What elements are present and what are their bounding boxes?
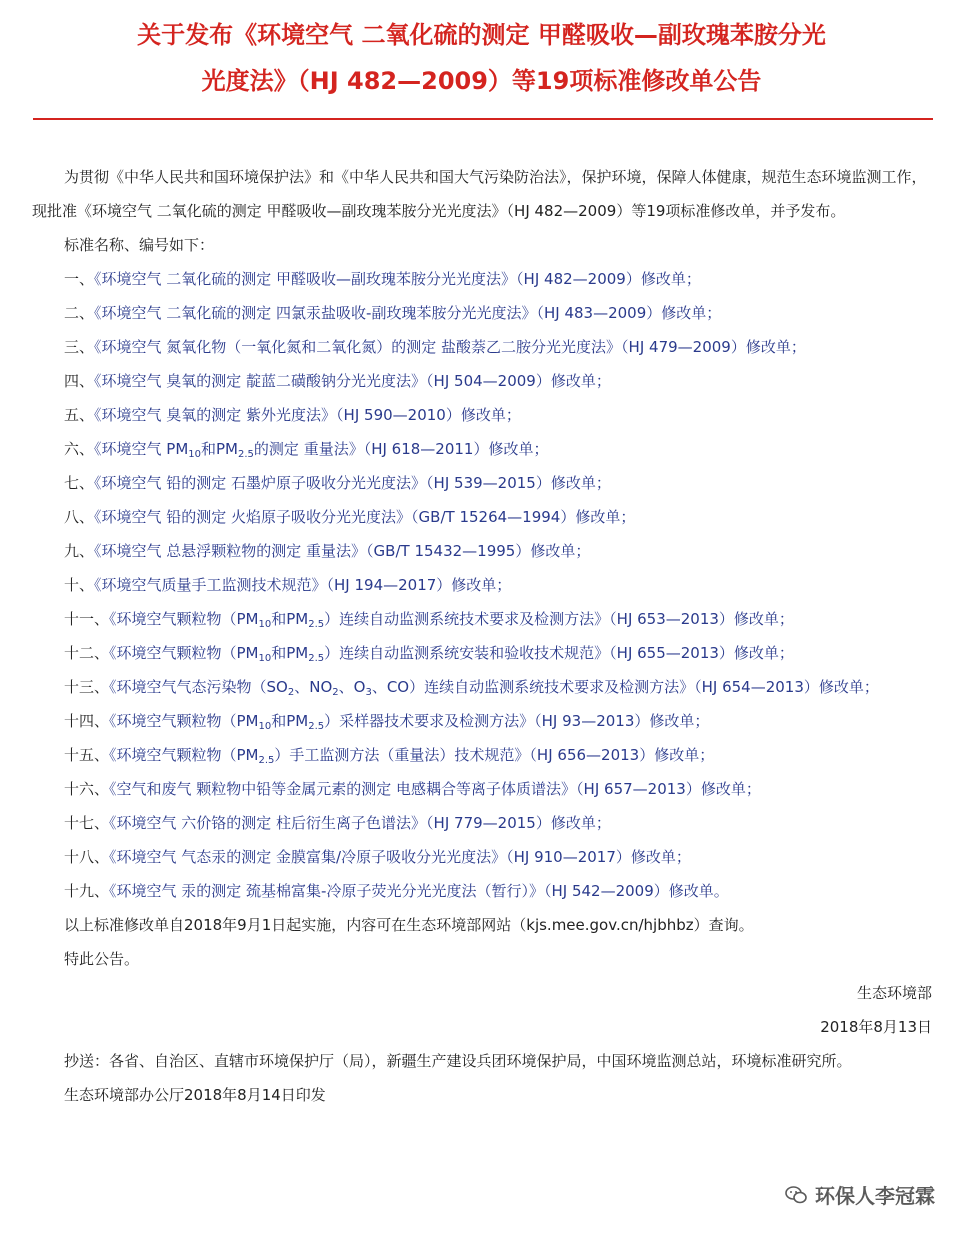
standard-link[interactable]: 《环境空气颗粒物（$PM_{10}$和$PM_{2.5}$）采样器技术要求及检测方法》（HJ 93—2013）修改单； — [109, 712, 710, 732]
list-item: 十七、《环境空气 六价铬的测定 柱后衍生离子色谱法》（HJ 779—2015）修改单； — [64, 814, 611, 832]
issuer: 生态环境部 — [856, 984, 932, 1002]
list-item: 四、《环境空气 臭氧的测定 靛蓝二磺酸钠分光光度法》（HJ 504—2009）修改单； — [64, 372, 611, 390]
list-item: 十八、《环境空气 气态汞的测定 金膜富集/冷原子吸收分光光度法》（HJ 910—2017）修改单； — [64, 848, 691, 866]
standard-link[interactable]: 《环境空气颗粒物$(PM_{2.5})$手工监测方法（重量法）技术规范》（HJ 656—2013）修改单； — [109, 746, 715, 766]
list-item: 三、《环境空气 氮氧化物（一氧化氮和二氧化氮）的测定 盐酸萘乙二胺分光光度法》（HJ 479—2009）修改单； — [64, 338, 806, 356]
list-item: 七、《环境空气 铅的测定 石墨炉原子吸收分光光度法》（HJ 539—2015）修改单； — [64, 474, 611, 492]
standard-link[interactable]: 《环境空气 二氧化硫的测定 四氯汞盐吸收-副玫瑰苯胺分光光度法》（HJ 483—2009）修改单； — [94, 304, 722, 322]
list-item: 十六、《空气和废气 颗粒物中铅等金属元素的测定 电感耦合等离子体质谱法》（HJ 657—2013）修改单； — [64, 780, 761, 798]
list-item: 一、《环境空气 二氧化硫的测定 甲醛吸收—副玫瑰苯胺分光光度法》（HJ 482—2009）修改单； — [64, 270, 701, 288]
standard-link[interactable]: 《环境空气颗粒物（$PM_{10}$和$PM_{2.5}$）连续自动监测系统技术要求及检测方法》（HJ 653—2013）修改单； — [109, 610, 794, 630]
title-line-1: 关于发布《环境空气 二氧化硫的测定 甲醛吸收—副玫瑰苯胺分光 — [137, 21, 826, 49]
standard-link[interactable]: 《环境空气质量手工监测技术规范》（HJ 194—2017）修改单； — [94, 576, 512, 594]
list-item: 五、《环境空气 臭氧的测定 紫外光度法》（HJ 590—2010）修改单； — [64, 406, 521, 424]
effective-date-text: 以上标准修改单自2018年9月1日起实施，内容可在生态环境部网站（kjs.mee.gov.cn/hjbhbz）查询。 — [64, 916, 754, 934]
issue-date: 2018年8月13日 — [820, 1018, 932, 1036]
title-line-2: 光度法》（HJ 482—2009）等19项标准修改单公告 — [201, 67, 762, 95]
list-item: 八、《环境空气 铅的测定 火焰原子吸收分光光度法》（GB/T 15264—1994）修改单； — [64, 508, 636, 526]
list-item: 十四、《环境空气颗粒物（$PM_{10}$和$PM_{2.5}$）采样器技术要求及检测方法》（HJ 93—2013）修改单； — [64, 712, 710, 732]
standard-link[interactable]: 《环境空气 汞的测定 巯基棉富集-冷原子荧光分光光度法（暂行）》（HJ 542—2009）修改单。 — [109, 882, 729, 900]
title-divider — [33, 118, 933, 120]
list-item: 二、《环境空气 二氧化硫的测定 四氯汞盐吸收-副玫瑰苯胺分光光度法》（HJ 483—2009）修改单； — [64, 304, 722, 322]
list-heading: 标准名称、编号如下： — [64, 236, 215, 254]
standard-link[interactable]: 《环境空气 气态汞的测定 金膜富集/冷原子吸收分光光度法》（HJ 910—2017）修改单； — [109, 848, 691, 866]
cc-list: 抄送：各省、自治区、直辖市环境保护厅（局），新疆生产建设兵团环境保护局，中国环境监测总站，环境标准研究所。 — [64, 1052, 852, 1070]
closing-text: 特此公告。 — [64, 950, 140, 968]
standard-link[interactable]: 《环境空气 臭氧的测定 紫外光度法》（HJ 590—2010）修改单； — [94, 406, 521, 424]
wechat-icon — [785, 1185, 807, 1205]
standard-link[interactable]: 《环境空气 铅的测定 石墨炉原子吸收分光光度法》（HJ 539—2015）修改单； — [94, 474, 611, 492]
list-item: 十三、《环境空气气态污染物（$SO_2$、$NO_2$、$O_3$、CO）连续自动监测系统技术要求及检测方法》（HJ 654—2013）修改单； — [64, 678, 879, 698]
standard-link[interactable]: 《环境空气 氮氧化物（一氧化氮和二氧化氮）的测定 盐酸萘乙二胺分光光度法》（HJ 479—2009）修改单； — [94, 338, 806, 356]
printed-note: 生态环境部办公厅2018年8月14日印发 — [64, 1086, 326, 1104]
standard-link[interactable]: 《环境空气 臭氧的测定 靛蓝二磺酸钠分光光度法》（HJ 504—2009）修改单； — [94, 372, 611, 390]
standard-link[interactable]: 《环境空气 二氧化硫的测定 甲醛吸收—副玫瑰苯胺分光光度法》（HJ 482—2009）修改单； — [94, 270, 701, 288]
list-item: 六、《环境空气 $PM_{10}$和$PM_{2.5}$的测定 重量法》（HJ 618—2011）修改单； — [64, 440, 549, 460]
standard-link[interactable]: 《环境空气 铅的测定 火焰原子吸收分光光度法》（GB/T 15264—1994）修改单； — [94, 508, 636, 526]
watermark-text: 环保人李冠霖 — [815, 1184, 935, 1208]
announcement-body — [32, 160, 932, 1112]
intro-paragraph: 为贯彻《中华人民共和国环境保护法》和《中华人民共和国大气污染防治法》，保护环境，保障人体健康，规范生态环境监测工作，现批准《环境空气 二氧化硫的测定 甲醛吸收—副玫瑰苯胺分光光度法》（HJ 482—2009）等19项标准修改单，并予发布。 — [32, 168, 927, 220]
standard-link[interactable]: 《环境空气颗粒物（$PM_{10}$和$PM_{2.5}$）连续自动监测系统安装和验收技术规范》（HJ 655—2013）修改单； — [109, 644, 794, 664]
standard-link[interactable]: 《环境空气 总悬浮颗粒物的测定 重量法》（GB/T 15432—1995）修改单； — [94, 542, 591, 560]
list-item: 十一、《环境空气颗粒物（$PM_{10}$和$PM_{2.5}$）连续自动监测系统技术要求及检测方法》（HJ 653—2013）修改单； — [64, 610, 794, 630]
list-item: 十九、《环境空气 汞的测定 巯基棉富集-冷原子荧光分光光度法（暂行）》（HJ 542—2009）修改单。 — [64, 882, 729, 900]
watermark — [785, 1180, 935, 1209]
announcement-title — [20, 12, 943, 104]
standard-link[interactable]: 《空气和废气 颗粒物中铅等金属元素的测定 电感耦合等离子体质谱法》（HJ 657—2013）修改单； — [109, 780, 761, 798]
list-item: 十、《环境空气质量手工监测技术规范》（HJ 194—2017）修改单； — [64, 576, 512, 594]
standard-link[interactable]: 《环境空气 六价铬的测定 柱后衍生离子色谱法》（HJ 779—2015）修改单； — [109, 814, 611, 832]
list-item: 九、《环境空气 总悬浮颗粒物的测定 重量法》（GB/T 15432—1995）修改单； — [64, 542, 591, 560]
standard-link[interactable]: 《环境空气 $PM_{10}$和$PM_{2.5}$的测定 重量法》（HJ 618—2011）修改单； — [94, 440, 549, 460]
standard-link[interactable]: 《环境空气气态污染物（$SO_2$、$NO_2$、$O_3$、CO）连续自动监测系统技术要求及检测方法》（HJ 654—2013）修改单； — [109, 678, 879, 698]
list-item: 十二、《环境空气颗粒物（$PM_{10}$和$PM_{2.5}$）连续自动监测系统安装和验收技术规范》（HJ 655—2013）修改单； — [64, 644, 794, 664]
list-item: 十五、《环境空气颗粒物$(PM_{2.5})$手工监测方法（重量法）技术规范》（HJ 656—2013）修改单； — [64, 746, 715, 766]
standards-list — [32, 262, 932, 908]
